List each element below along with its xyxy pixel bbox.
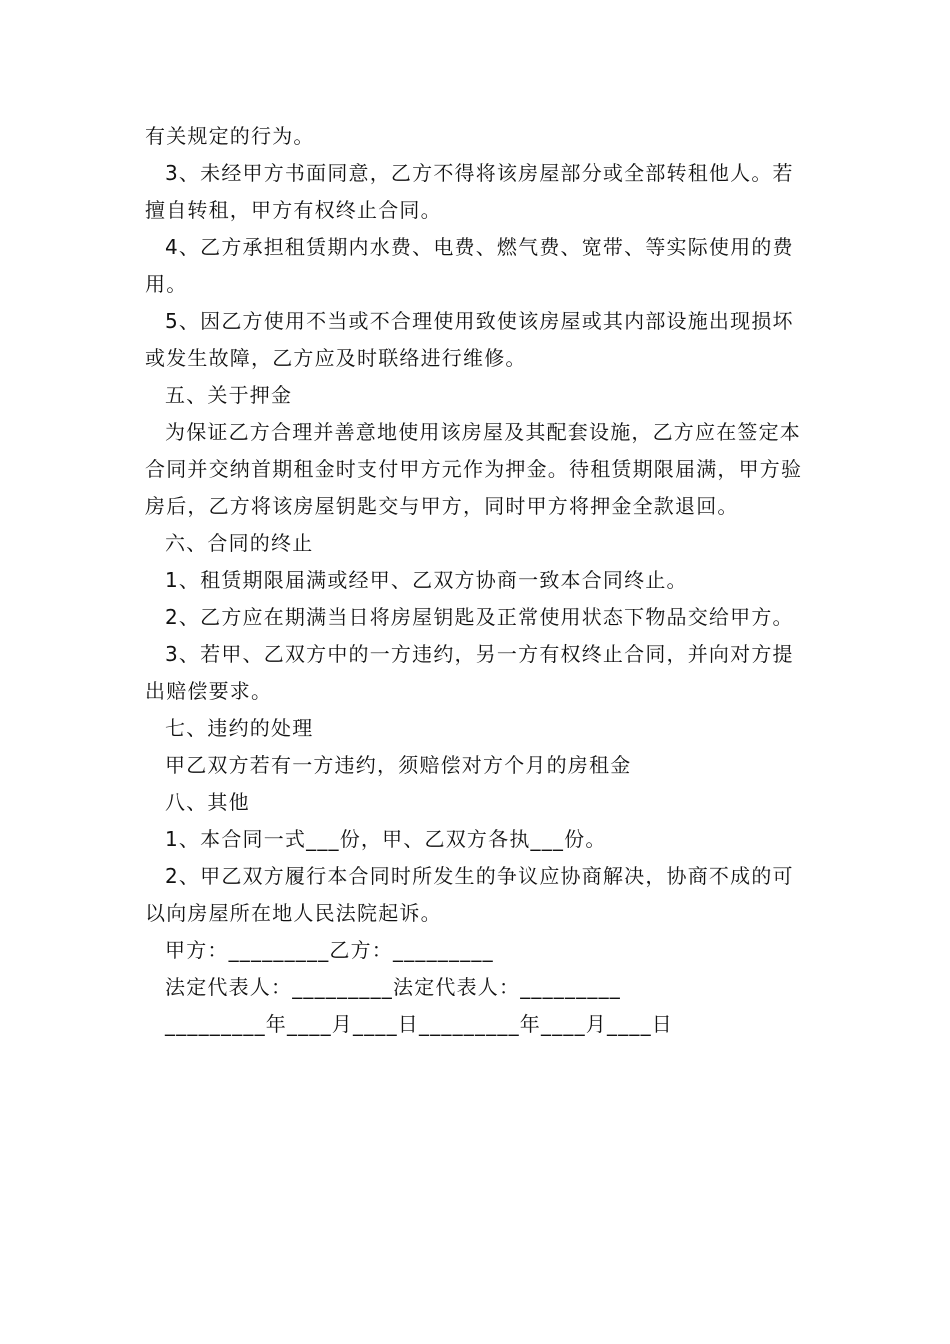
paragraph-other-2: 2、甲乙双方履行本合同时所发生的争议应协商解决，协商不成的可以向房屋所在地人民法院起诉。 bbox=[145, 864, 794, 925]
paragraph-termination-3: 3、若甲、乙双方中的一方违约，另一方有权终止合同，并向对方提出赔偿要求。 bbox=[145, 642, 794, 703]
document-body bbox=[145, 118, 810, 1043]
section-heading-other: 八、其他 bbox=[165, 790, 250, 814]
paragraph-clause-4: 4、乙方承担租赁期内水费、电费、燃气费、宽带、等实际使用的费用。 bbox=[145, 235, 794, 296]
paragraph-clause-5: 5、因乙方使用不当或不合理使用致使该房屋或其内部设施出现损坏或发生故障，乙方应及时联络进行维修。 bbox=[145, 309, 794, 370]
signature-representatives: 法定代表人：_________法定代表人：_________ bbox=[165, 975, 621, 999]
paragraph-breach: 甲乙双方若有一方违约，须赔偿对方个月的房租金 bbox=[165, 753, 632, 777]
paragraph-clause-end: 有关规定的行为。 bbox=[145, 124, 315, 148]
paragraph-termination-2: 2、乙方应在期满当日将房屋钥匙及正常使用状态下物品交给甲方。 bbox=[165, 605, 794, 629]
paragraph-deposit: 为保证乙方合理并善意地使用该房屋及其配套设施，乙方应在签定本合同并交纳首期租金时支付甲方元作为押金。待租赁期限届满，甲方验房后，乙方将该房屋钥匙交与甲方，同时甲方将押金全款退回。 bbox=[145, 420, 803, 518]
paragraph-clause-3: 3、未经甲方书面同意，乙方不得将该房屋部分或全部转租他人。若擅自转租，甲方有权终止合同。 bbox=[145, 161, 794, 222]
section-heading-deposit: 五、关于押金 bbox=[165, 383, 293, 407]
signature-parties: 甲方：_________乙方：_________ bbox=[165, 938, 494, 962]
paragraph-termination-1: 1、租赁期限届满或经甲、乙双方协商一致本合同终止。 bbox=[165, 568, 688, 592]
section-heading-breach: 七、违约的处理 bbox=[165, 716, 314, 740]
signature-dates: _________年____月____日_________年____月____日 bbox=[165, 1012, 673, 1036]
paragraph-other-1: 1、本合同一式___份，甲、乙双方各执___份。 bbox=[165, 827, 607, 851]
section-heading-termination: 六、合同的终止 bbox=[165, 531, 314, 555]
